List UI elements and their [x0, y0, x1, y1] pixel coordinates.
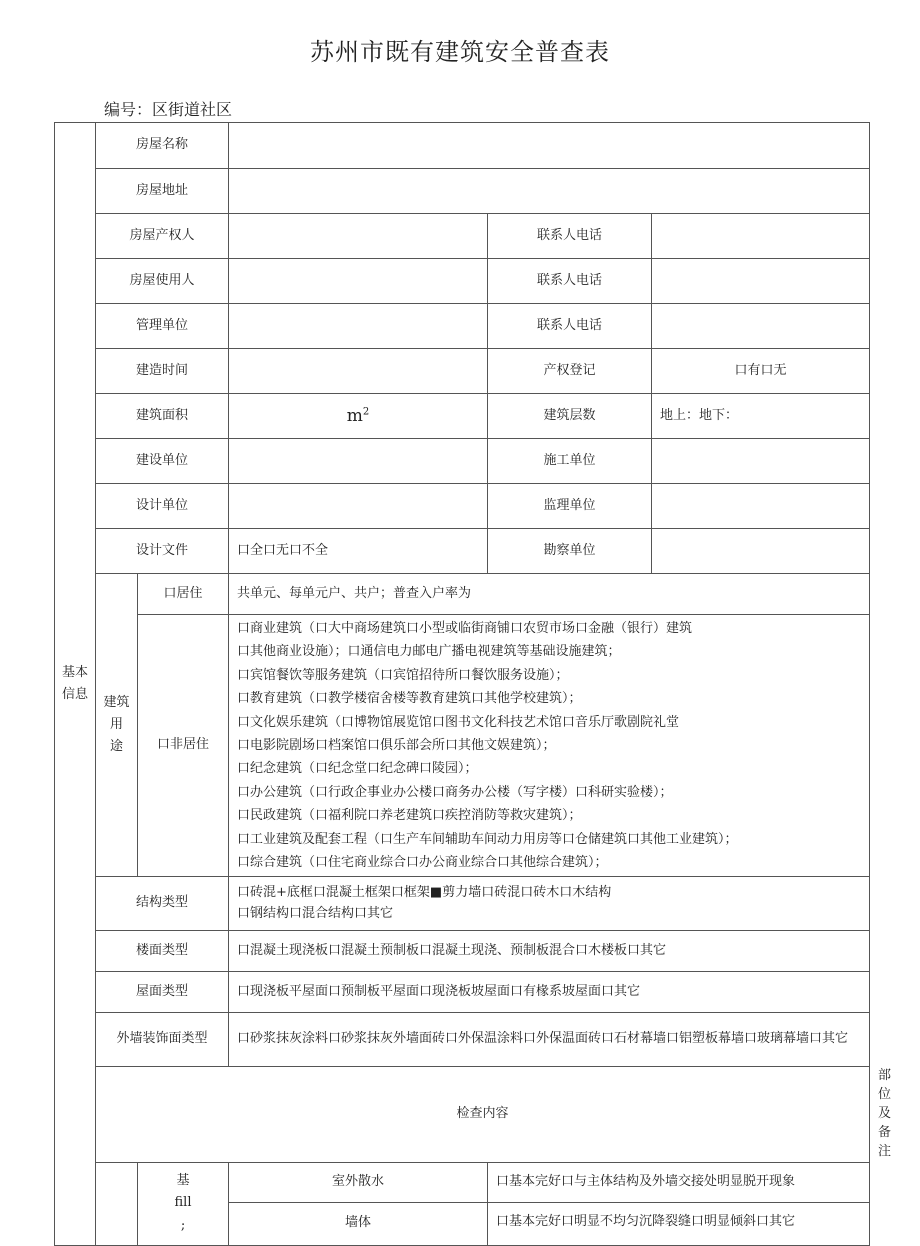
section-building-use: 建筑用 途 [96, 574, 138, 877]
supervision-unit-field[interactable] [652, 484, 870, 529]
label-facade-type: 外墙装饰面类型 [96, 1013, 229, 1067]
label-contact-phone: 联系人电话 [488, 214, 652, 259]
area-unit: m [346, 405, 363, 426]
non-residential-line: 口民政建筑（口福利院口养老建筑口疾控消防等救灾建筑）； [237, 808, 582, 824]
house-user-field[interactable] [229, 259, 488, 304]
owner-phone-field[interactable] [652, 214, 870, 259]
non-residential-list[interactable] [229, 615, 870, 877]
label-wall: 墙体 [229, 1202, 488, 1245]
option-non-residential[interactable]: 口非居住 [138, 615, 229, 877]
non-residential-line: 口宾馆餐饮等服务建筑（口宾馆招待所口餐饮服务设施）； [237, 667, 569, 683]
label-contact-phone: 联系人电话 [488, 259, 652, 304]
non-residential-line: 口办公建筑（口行政企事业办公楼口商务办公楼（写字楼）口科研实验楼）； [237, 784, 673, 800]
management-unit-field[interactable] [229, 304, 488, 349]
design-docs-options[interactable]: 口全口无口不全 [229, 529, 488, 574]
non-residential-line: 口工业建筑及配套工程（口生产车间辅助车间动力用房等口仓储建筑口其他工业建筑）； [237, 831, 738, 847]
label-property-registration: 产权登记 [488, 349, 652, 394]
design-unit-field[interactable] [229, 484, 488, 529]
facade-type-options[interactable]: 口砂浆抹灰涂料口砂浆抹灰外墙面砖口外保温涂料口外保温面砖口石材幕墙口铝塑板幕墙口玻璃幕墙口其它 [229, 1013, 870, 1067]
option-residential[interactable]: 口居住 [138, 574, 229, 615]
non-residential-line: 口综合建筑（口住宅商业综合口办公商业综合口其他综合建筑）； [237, 854, 608, 870]
label-roof-type: 屋面类型 [96, 972, 229, 1013]
serial-number: 编号：区街道社区 [104, 100, 233, 119]
management-phone-field[interactable] [652, 304, 870, 349]
label-house-name: 房屋名称 [96, 123, 229, 169]
label-floor-type: 楼面类型 [96, 931, 229, 972]
non-residential-line: 口商业建筑（口大中商场建筑口小型或临街商铺口农贸市场口金融（银行）建筑 [237, 621, 693, 636]
wall-options[interactable]: 口基本完好口明显不均匀沉降裂缝口明显倾斜口其它 [488, 1202, 870, 1245]
structure-options-line: 口砖混+底框口混凝土框架口框架■剪力墙口砖混口砖木口木结构 [237, 885, 612, 900]
roof-type-options[interactable]: 口现浇板平屋面口预制板平屋面口现浇板坡屋面口有椽系坡屋面口其它 [229, 972, 870, 1013]
form-title: 苏州市既有建筑安全普查表 [310, 38, 610, 66]
section-basic-info: 基本 信息 [55, 123, 96, 1246]
header-check-content: 检查内容 [96, 1067, 870, 1162]
user-phone-field[interactable] [652, 259, 870, 304]
non-residential-line: 口电影院剧场口档案馆口俱乐部会所口其他文娱建筑）； [237, 737, 556, 753]
label-property-owner: 房屋产权人 [96, 214, 229, 259]
floor-count-field[interactable]: 地上：地下： [652, 394, 870, 439]
build-time-field[interactable] [229, 349, 488, 394]
construction-unit-field[interactable] [229, 439, 488, 484]
non-residential-line: 口教育建筑（口教学楼宿舍楼等教育建筑口其他学校建筑）； [237, 691, 582, 707]
label-floor-count: 建筑层数 [488, 394, 652, 439]
structure-type-options[interactable] [229, 877, 870, 931]
label-structure-type: 结构类型 [96, 877, 229, 931]
label-build-time: 建造时间 [96, 349, 229, 394]
house-name-field[interactable] [229, 123, 870, 169]
survey-unit-field[interactable] [652, 529, 870, 574]
house-address-field[interactable] [229, 169, 870, 214]
builder-unit-field[interactable] [652, 439, 870, 484]
label-management-unit: 管理单位 [96, 304, 229, 349]
residential-details[interactable]: 共单元、每单元户、共户；普查入户率为 [229, 574, 870, 615]
non-residential-line: 口其他商业设施）；口通信电力邮电广播电视建筑等基础设施建筑； [237, 644, 621, 660]
label-supervision-unit: 监理单位 [488, 484, 652, 529]
non-residential-line: 口纪念建筑（口纪念堂口纪念碑口陵园）； [237, 761, 478, 777]
check-section-blank [96, 1162, 138, 1245]
label-contact-phone: 联系人电话 [488, 304, 652, 349]
label-design-unit: 设计单位 [96, 484, 229, 529]
label-design-docs: 设计文件 [96, 529, 229, 574]
label-house-address: 房屋地址 [96, 169, 229, 214]
label-builder-unit: 施工单位 [488, 439, 652, 484]
label-building-area: 建筑面积 [96, 394, 229, 439]
label-house-user: 房屋使用人 [96, 259, 229, 304]
label-construction-unit: 建设单位 [96, 439, 229, 484]
structure-options-line: 口钢结构口混合结构口其它 [237, 905, 394, 921]
building-area-field[interactable] [229, 394, 488, 439]
area-unit-exponent: 2 [362, 406, 370, 418]
label-outdoor-apron: 室外散水 [229, 1162, 488, 1202]
non-residential-line: 口文化娱乐建筑（口博物馆展览馆口图书文化科技艺术馆口音乐厅歌剧院礼堂 [237, 714, 680, 730]
floor-type-options[interactable]: 口混凝土现浇板口混凝土预制板口混凝土现浇、预制板混合口木楼板口其它 [229, 931, 870, 972]
survey-table: 基本 信息 房屋名称 房屋地址 房屋产权人 联系人电话 房屋使用人 联系人电话 管理单位 联系人电话 建造时间 产权登记 口有口无 建筑面积 $m^2$ 建筑层数 地上：地下： 建设单位 施工单位 设计单位 监理单位 设计文件 口全口无口不全 勘察单位 建筑用 途 口居住 共单元、每单元户、共户；普查入户率为 口非居住 口商业建筑（口大中商场建筑口小型或临街商铺口农贸市场口金融（银行）建筑 口其他商业设施）；口通信电力邮电广播电视建筑等基础设施建筑； 口宾馆餐饮等服务建筑（口宾馆招待所口餐饮服务设施）； 口教育建筑（口教学楼宿舍楼等教育建筑口其他学校建筑）； 口文化娱乐建筑（口博物馆展览馆口图书文化科技艺术馆口音乐厅歌剧院礼堂 口电影院剧场口档案馆口俱乐部会所口其他文娱建筑）； 口纪念建筑（口纪念堂口纪念碑口陵园）； 口办公建筑（口行政企事业办公楼口商务办公楼（写字楼）口科研实验楼）； 口民政建筑（口福利院口养老建筑口疾控消防等救灾建筑）； 口工业建筑及配套工程（口生产车间辅助车间动力用房等口仓储建筑口其他工业建筑）； 口综合建筑（口住宅商业综合口办公商业综合口其他综合建筑）； 结构类型 口砖混+底框口混凝土框架口框架■剪力墙口砖混口砖木口木结构 口钢结构口混合结构口其它 楼面类型 口混凝土现浇板口混凝土预制板口混凝土现浇、预制板混合口木楼板口其它 屋面类型 口现浇板平屋面口预制板平屋面口现浇板坡屋面口有椽系坡屋面口其它 外墙装饰面类型 口砂浆抹灰涂料口砂浆抹灰外墙面砖口外保温涂料口外保温面砖口石材幕墙口铝塑板幕墙口玻璃幕墙口其它 检查内容 部位及备注 基 fill ; 室外散水 口基本完好口与主体结构及外墙交接处明显脱开现象 墙体 口基本完好口明显不均匀沉降裂缝口明显倾斜口其它 [54, 122, 870, 1246]
label-survey-unit: 勘察单位 [488, 529, 652, 574]
property-registration-options[interactable]: 口有口无 [652, 349, 870, 394]
property-owner-field[interactable] [229, 214, 488, 259]
outdoor-apron-options[interactable]: 口基本完好口与主体结构及外墙交接处明显脱开现象 [488, 1162, 870, 1202]
section-check-group: 基 fill ; [138, 1162, 229, 1245]
